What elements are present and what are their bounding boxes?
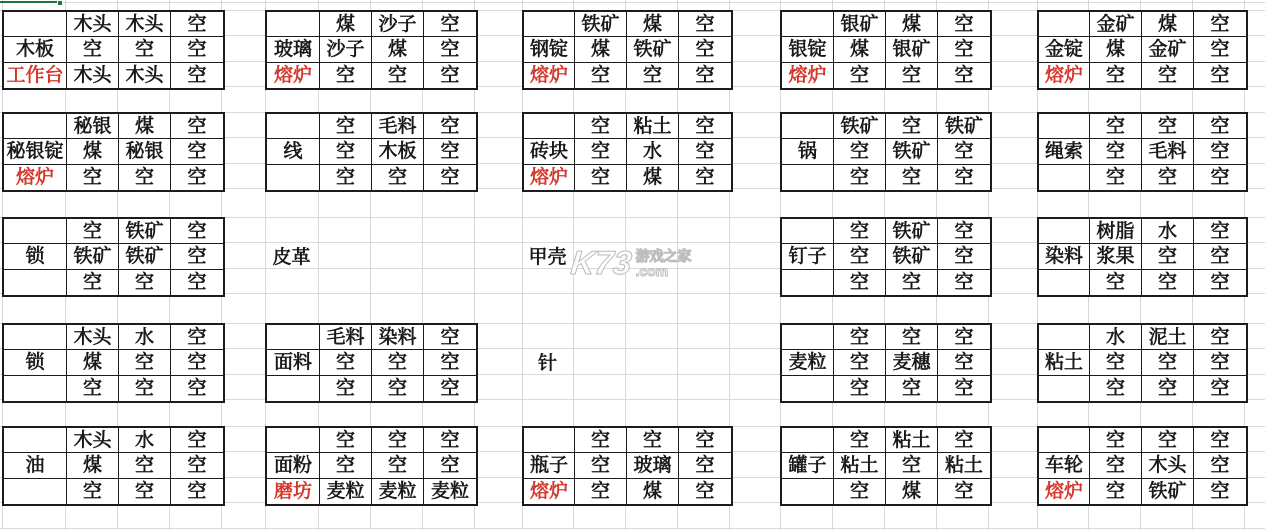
ingredient-cell[interactable]: 空 xyxy=(424,114,476,139)
empty-label-cell[interactable] xyxy=(4,12,67,37)
ingredient-cell[interactable]: 铁矿 xyxy=(886,219,938,244)
ingredient-cell[interactable]: 铁矿 xyxy=(938,114,990,139)
recipe-block xyxy=(2,112,225,192)
ingredient-cell[interactable]: 空 xyxy=(119,350,171,375)
ingredient-cell[interactable]: 空 xyxy=(679,453,731,478)
empty-label-cell[interactable] xyxy=(4,219,67,244)
ingredient-cell[interactable]: 空 xyxy=(1090,453,1142,478)
product-cell[interactable]: 绳索 xyxy=(1039,139,1090,164)
ingredient-cell[interactable]: 空 xyxy=(187,271,207,293)
empty-label-cell[interactable] xyxy=(4,325,67,350)
ingredient-cell[interactable]: 空 xyxy=(171,114,223,139)
empty-label-cell[interactable] xyxy=(267,428,320,453)
watermark-brand: K73 xyxy=(569,244,634,281)
ingredient-cell[interactable]: 树脂 xyxy=(1090,219,1142,244)
ingredient-cell[interactable]: 煤 xyxy=(575,37,627,62)
empty-label-cell[interactable] xyxy=(524,12,575,37)
ingredient-cell[interactable]: 空 xyxy=(67,37,119,62)
ingredient-cell[interactable]: 空 xyxy=(886,114,938,139)
ingredient-cell[interactable]: 铁矿 xyxy=(627,37,679,62)
ingredient-cell[interactable]: 空 xyxy=(834,165,886,190)
ingredient-cell[interactable]: 空 xyxy=(1194,219,1246,244)
ingredient-cell[interactable]: 金矿 xyxy=(1142,37,1194,62)
gridline xyxy=(0,528,1265,529)
ingredient-cell[interactable]: 空 xyxy=(424,453,476,478)
ingredient-cell[interactable]: 空 xyxy=(834,270,886,295)
ingredient-cell[interactable]: 空 xyxy=(1090,479,1142,504)
ingredient-cell[interactable]: 空 xyxy=(372,63,424,88)
ingredient-cell[interactable]: 空 xyxy=(834,428,886,453)
ingredient-cell[interactable]: 空 xyxy=(575,63,627,88)
recipe-block xyxy=(265,426,478,506)
recipe-block xyxy=(522,426,733,506)
plain-item-label[interactable]: 甲壳 xyxy=(528,246,567,268)
ingredient-cell[interactable]: 空 xyxy=(575,428,627,453)
recipe-block xyxy=(780,323,992,403)
ingredient-cell[interactable]: 空 xyxy=(440,166,460,188)
station-cell[interactable]: 工作台 xyxy=(4,63,67,88)
ingredient-cell[interactable]: 空 xyxy=(1090,428,1142,453)
empty-label-cell[interactable] xyxy=(1039,219,1090,244)
ingredient-cell[interactable]: 空 xyxy=(187,377,207,399)
ingredient-cell[interactable]: 空 xyxy=(171,453,223,478)
ingredient-cell[interactable]: 空 xyxy=(119,453,171,478)
ingredient-cell[interactable]: 空 xyxy=(119,479,171,504)
ingredient-cell[interactable]: 空 xyxy=(1210,166,1230,188)
ingredient-cell[interactable]: 空 xyxy=(119,165,171,190)
ingredient-cell[interactable]: 水 xyxy=(119,428,171,453)
product-cell[interactable]: 染料 xyxy=(1039,244,1090,269)
ingredient-cell[interactable]: 空 xyxy=(679,37,731,62)
recipe-block xyxy=(265,112,478,192)
ingredient-cell[interactable]: 麦穗 xyxy=(886,350,938,375)
ingredient-cell[interactable]: 空 xyxy=(1210,377,1230,399)
gridline xyxy=(0,2,1265,3)
ingredient-cell[interactable]: 空 xyxy=(1090,139,1142,164)
ingredient-cell[interactable]: 空 xyxy=(886,453,938,478)
ingredient-cell[interactable]: 空 xyxy=(119,37,171,62)
ingredient-cell[interactable]: 空 xyxy=(372,428,424,453)
recipe-block xyxy=(780,217,992,297)
ingredient-cell[interactable]: 空 xyxy=(954,271,974,293)
ingredient-cell[interactable]: 空 xyxy=(834,479,886,504)
product-cell[interactable]: 木板 xyxy=(4,37,67,62)
station-cell[interactable]: 熔炉 xyxy=(4,165,67,190)
ingredient-cell[interactable]: 煤 xyxy=(627,165,679,190)
ingredient-cell[interactable]: 空 xyxy=(575,479,627,504)
ingredient-cell[interactable]: 空 xyxy=(1210,480,1230,502)
ingredient-cell[interactable]: 空 xyxy=(695,480,715,502)
ingredient-cell[interactable]: 空 xyxy=(886,63,938,88)
ingredient-cell[interactable]: 空 xyxy=(834,139,886,164)
ingredient-cell[interactable]: 铁矿 xyxy=(834,114,886,139)
ingredient-cell[interactable]: 空 xyxy=(575,139,627,164)
empty-label-cell[interactable] xyxy=(782,219,834,244)
ingredient-cell[interactable]: 空 xyxy=(679,428,731,453)
ingredient-cell[interactable]: 空 xyxy=(171,219,223,244)
station-cell[interactable]: 磨坊 xyxy=(267,479,320,504)
product-cell[interactable]: 银锭 xyxy=(782,37,834,62)
ingredient-cell[interactable]: 空 xyxy=(171,428,223,453)
ingredient-cell[interactable]: 空 xyxy=(424,12,476,37)
ingredient-cell[interactable]: 水 xyxy=(627,139,679,164)
selection-fill-handle[interactable] xyxy=(57,0,63,6)
ingredient-cell[interactable]: 空 xyxy=(1142,376,1194,401)
ingredient-cell[interactable]: 空 xyxy=(938,139,990,164)
ingredient-cell[interactable]: 空 xyxy=(1194,139,1246,164)
empty-label-cell[interactable] xyxy=(1039,376,1090,401)
product-cell[interactable]: 车轮 xyxy=(1039,453,1090,478)
product-cell[interactable]: 面粉 xyxy=(267,453,320,478)
ingredient-cell[interactable]: 空 xyxy=(171,325,223,350)
product-cell[interactable]: 油 xyxy=(4,453,67,478)
ingredient-cell[interactable]: 空 xyxy=(1210,271,1230,293)
ingredient-cell[interactable]: 空 xyxy=(954,377,974,399)
product-cell[interactable]: 钉子 xyxy=(782,244,834,269)
ingredient-cell[interactable]: 煤 xyxy=(67,453,119,478)
recipe-block xyxy=(1037,323,1248,403)
ingredient-cell[interactable]: 空 xyxy=(171,350,223,375)
ingredient-cell[interactable]: 空 xyxy=(187,480,207,502)
ingredient-cell[interactable]: 空 xyxy=(67,165,119,190)
ingredient-cell[interactable]: 空 xyxy=(834,376,886,401)
ingredient-cell[interactable]: 煤 xyxy=(1142,12,1194,37)
ingredient-cell[interactable]: 空 xyxy=(954,166,974,188)
ingredient-cell[interactable]: 空 xyxy=(695,166,715,188)
recipe-block xyxy=(780,112,992,192)
plain-item-label[interactable]: 针 xyxy=(537,352,557,374)
ingredient-cell[interactable]: 铁矿 xyxy=(119,244,171,269)
ingredient-cell[interactable]: 木头 xyxy=(67,63,119,88)
ingredient-cell[interactable]: 空 xyxy=(187,64,207,86)
recipe-block xyxy=(1037,217,1248,297)
product-cell[interactable]: 砖块 xyxy=(524,139,575,164)
recipe-block xyxy=(780,426,992,506)
empty-label-cell[interactable] xyxy=(4,114,67,139)
ingredient-cell[interactable]: 空 xyxy=(1194,350,1246,375)
ingredient-cell[interactable]: 空 xyxy=(440,64,460,86)
ingredient-cell[interactable]: 金矿 xyxy=(1090,12,1142,37)
ingredient-cell[interactable]: 麦粒 xyxy=(372,479,424,504)
ingredient-cell[interactable]: 空 xyxy=(954,480,974,502)
ingredient-cell[interactable]: 空 xyxy=(1194,244,1246,269)
ingredient-cell[interactable]: 空 xyxy=(440,377,460,399)
ingredient-cell[interactable]: 空 xyxy=(938,37,990,62)
station-cell[interactable]: 熔炉 xyxy=(524,165,575,190)
ingredient-cell[interactable]: 空 xyxy=(1194,325,1246,350)
ingredient-cell[interactable]: 秘银 xyxy=(67,114,119,139)
ingredient-cell[interactable]: 空 xyxy=(1090,376,1142,401)
ingredient-cell[interactable]: 毛料 xyxy=(372,114,424,139)
ingredient-cell[interactable]: 空 xyxy=(1210,64,1230,86)
empty-label-cell[interactable] xyxy=(782,428,834,453)
product-cell[interactable]: 秘银锭 xyxy=(4,139,67,164)
ingredient-cell[interactable]: 木头 xyxy=(67,428,119,453)
ingredient-cell[interactable]: 空 xyxy=(372,376,424,401)
ingredient-cell[interactable]: 空 xyxy=(575,453,627,478)
ingredient-cell[interactable]: 铁矿 xyxy=(1142,479,1194,504)
ingredient-cell[interactable]: 空 xyxy=(424,37,476,62)
empty-label-cell[interactable] xyxy=(267,325,320,350)
ingredient-cell[interactable]: 水 xyxy=(119,325,171,350)
empty-label-cell[interactable] xyxy=(1039,165,1090,190)
ingredient-cell[interactable]: 空 xyxy=(679,114,731,139)
recipe-block xyxy=(1037,112,1248,192)
ingredient-cell[interactable]: 空 xyxy=(320,63,372,88)
ingredient-cell[interactable]: 粘土 xyxy=(834,453,886,478)
empty-label-cell[interactable] xyxy=(782,325,834,350)
ingredient-cell[interactable]: 空 xyxy=(1142,428,1194,453)
selection-border[interactable] xyxy=(0,1,60,3)
ingredient-cell[interactable]: 空 xyxy=(424,350,476,375)
ingredient-cell[interactable]: 木头 xyxy=(119,63,171,88)
ingredient-cell[interactable]: 煤 xyxy=(119,114,171,139)
station-cell[interactable]: 熔炉 xyxy=(524,63,575,88)
ingredient-cell[interactable]: 麦粒 xyxy=(320,479,372,504)
ingredient-cell[interactable]: 空 xyxy=(938,350,990,375)
product-cell[interactable]: 线 xyxy=(267,139,320,164)
product-cell[interactable]: 麦粒 xyxy=(782,350,834,375)
product-cell[interactable]: 钢锭 xyxy=(524,37,575,62)
ingredient-cell[interactable]: 木头 xyxy=(119,12,171,37)
recipe-block xyxy=(1037,10,1248,90)
ingredient-cell[interactable]: 煤 xyxy=(627,12,679,37)
ingredient-cell[interactable]: 空 xyxy=(320,165,372,190)
ingredient-cell[interactable]: 沙子 xyxy=(372,12,424,37)
empty-label-cell[interactable] xyxy=(4,270,67,295)
empty-label-cell[interactable] xyxy=(1039,270,1090,295)
ingredient-cell[interactable]: 空 xyxy=(834,219,886,244)
ingredient-cell[interactable]: 空 xyxy=(1194,428,1246,453)
recipe-block xyxy=(2,217,225,297)
empty-label-cell[interactable] xyxy=(782,270,834,295)
watermark-right-column xyxy=(636,249,692,278)
ingredient-cell[interactable]: 水 xyxy=(1090,325,1142,350)
ingredient-cell[interactable]: 沙子 xyxy=(320,37,372,62)
ingredient-cell[interactable]: 煤 xyxy=(372,37,424,62)
recipe-block xyxy=(780,10,992,90)
ingredient-cell[interactable]: 空 xyxy=(886,325,938,350)
product-cell[interactable]: 锁 xyxy=(4,350,67,375)
ingredient-cell[interactable]: 空 xyxy=(67,219,119,244)
ingredient-cell[interactable]: 空 xyxy=(1142,165,1194,190)
product-cell[interactable]: 锅 xyxy=(782,139,834,164)
recipe-block xyxy=(265,10,478,90)
ingredient-cell[interactable]: 空 xyxy=(372,350,424,375)
empty-label-cell[interactable] xyxy=(1039,428,1090,453)
ingredient-cell[interactable]: 空 xyxy=(67,479,119,504)
ingredient-cell[interactable]: 空 xyxy=(171,139,223,164)
ingredient-cell[interactable]: 空 xyxy=(938,12,990,37)
ingredient-cell[interactable]: 泥土 xyxy=(1142,325,1194,350)
empty-label-cell[interactable] xyxy=(267,12,320,37)
empty-label-cell[interactable] xyxy=(782,12,834,37)
recipe-block xyxy=(1037,426,1248,506)
ingredient-cell[interactable]: 空 xyxy=(627,63,679,88)
ingredient-cell[interactable]: 空 xyxy=(679,12,731,37)
ingredient-cell[interactable]: 空 xyxy=(67,376,119,401)
ingredient-cell[interactable]: 毛料 xyxy=(320,325,372,350)
watermark-domain: .com xyxy=(635,263,669,279)
ingredient-cell[interactable]: 空 xyxy=(171,37,223,62)
ingredient-cell[interactable]: 空 xyxy=(575,114,627,139)
watermark xyxy=(569,244,692,281)
ingredient-cell[interactable]: 空 xyxy=(1090,270,1142,295)
station-cell[interactable]: 熔炉 xyxy=(1039,63,1090,88)
ingredient-cell[interactable]: 空 xyxy=(834,350,886,375)
ingredient-cell[interactable]: 铁矿 xyxy=(575,12,627,37)
ingredient-cell[interactable]: 空 xyxy=(886,270,938,295)
empty-label-cell[interactable] xyxy=(782,165,834,190)
ingredient-cell[interactable]: 煤 xyxy=(67,350,119,375)
ingredient-cell[interactable]: 空 xyxy=(1142,63,1194,88)
ingredient-cell[interactable]: 粘土 xyxy=(886,428,938,453)
recipe-block xyxy=(2,426,225,506)
recipe-block xyxy=(2,10,225,90)
ingredient-cell[interactable]: 空 xyxy=(834,325,886,350)
watermark-site-name: 游戏之家 xyxy=(635,248,692,264)
empty-label-cell[interactable] xyxy=(267,376,320,401)
product-cell[interactable]: 锁 xyxy=(4,244,67,269)
ingredient-cell[interactable]: 空 xyxy=(1090,350,1142,375)
ingredient-cell[interactable]: 空 xyxy=(938,428,990,453)
ingredient-cell[interactable]: 空 xyxy=(627,428,679,453)
empty-label-cell[interactable] xyxy=(1039,12,1090,37)
ingredient-cell[interactable]: 铁矿 xyxy=(119,219,171,244)
empty-label-cell[interactable] xyxy=(267,114,320,139)
ingredient-cell[interactable]: 空 xyxy=(695,64,715,86)
ingredient-cell[interactable]: 空 xyxy=(1142,270,1194,295)
ingredient-cell[interactable]: 木头 xyxy=(67,325,119,350)
ingredient-cell[interactable]: 空 xyxy=(1142,244,1194,269)
ingredient-cell[interactable]: 银矿 xyxy=(886,37,938,62)
ingredient-cell[interactable]: 空 xyxy=(171,12,223,37)
product-cell[interactable]: 粘土 xyxy=(1039,350,1090,375)
ingredient-cell[interactable]: 染料 xyxy=(372,325,424,350)
ingredient-cell[interactable]: 空 xyxy=(1194,37,1246,62)
product-cell[interactable]: 面料 xyxy=(267,350,320,375)
ingredient-cell[interactable]: 空 xyxy=(320,376,372,401)
ingredient-cell[interactable]: 麦粒 xyxy=(430,480,469,502)
recipe-block xyxy=(522,112,733,192)
ingredient-cell[interactable]: 空 xyxy=(320,139,372,164)
ingredient-cell[interactable]: 铁矿 xyxy=(886,139,938,164)
ingredient-cell[interactable]: 银矿 xyxy=(834,12,886,37)
ingredient-cell[interactable]: 空 xyxy=(320,114,372,139)
ingredient-cell[interactable]: 空 xyxy=(1194,114,1246,139)
empty-label-cell[interactable] xyxy=(524,428,575,453)
empty-label-cell[interactable] xyxy=(782,376,834,401)
ingredient-cell[interactable]: 煤 xyxy=(627,479,679,504)
product-cell[interactable]: 瓶子 xyxy=(524,453,575,478)
ingredient-cell[interactable]: 粘土 xyxy=(938,453,990,478)
ingredient-cell[interactable]: 空 xyxy=(171,244,223,269)
ingredient-cell[interactable]: 空 xyxy=(954,64,974,86)
ingredient-cell[interactable]: 空 xyxy=(119,376,171,401)
ingredient-cell[interactable]: 煤 xyxy=(1090,37,1142,62)
empty-label-cell[interactable] xyxy=(524,114,575,139)
ingredient-cell[interactable]: 空 xyxy=(424,325,476,350)
ingredient-cell[interactable]: 铁矿 xyxy=(886,244,938,269)
product-cell[interactable]: 金锭 xyxy=(1039,37,1090,62)
station-cell[interactable]: 熔炉 xyxy=(782,63,834,88)
ingredient-cell[interactable]: 空 xyxy=(67,270,119,295)
empty-label-cell[interactable] xyxy=(782,479,834,504)
ingredient-cell[interactable]: 空 xyxy=(679,139,731,164)
ingredient-cell[interactable]: 煤 xyxy=(886,479,938,504)
ingredient-cell[interactable]: 煤 xyxy=(834,37,886,62)
ingredient-cell[interactable]: 空 xyxy=(1090,165,1142,190)
recipe-block xyxy=(265,323,478,403)
recipe-block xyxy=(2,323,225,403)
ingredient-cell[interactable]: 铁矿 xyxy=(67,244,119,269)
ingredient-cell[interactable]: 空 xyxy=(320,453,372,478)
ingredient-cell[interactable]: 煤 xyxy=(67,139,119,164)
ingredient-cell[interactable]: 秘银 xyxy=(119,139,171,164)
ingredient-cell[interactable]: 空 xyxy=(424,428,476,453)
empty-label-cell[interactable] xyxy=(782,114,834,139)
ingredient-cell[interactable]: 毛料 xyxy=(1142,139,1194,164)
empty-label-cell[interactable] xyxy=(4,479,67,504)
ingredient-cell[interactable]: 木板 xyxy=(372,139,424,164)
product-cell[interactable]: 罐子 xyxy=(782,453,834,478)
plain-item-label[interactable]: 皮革 xyxy=(272,246,311,268)
ingredient-cell[interactable]: 空 xyxy=(372,453,424,478)
ingredient-cell[interactable]: 空 xyxy=(1142,350,1194,375)
ingredient-cell[interactable]: 空 xyxy=(575,165,627,190)
ingredient-cell[interactable]: 空 xyxy=(938,244,990,269)
ingredient-cell[interactable]: 空 xyxy=(1142,114,1194,139)
ingredient-cell[interactable]: 空 xyxy=(372,165,424,190)
ingredient-cell[interactable]: 空 xyxy=(424,139,476,164)
product-cell[interactable]: 玻璃 xyxy=(267,37,320,62)
empty-label-cell[interactable] xyxy=(1039,114,1090,139)
recipe-block xyxy=(522,10,733,90)
ingredient-cell[interactable]: 空 xyxy=(1194,453,1246,478)
empty-label-cell[interactable] xyxy=(267,165,320,190)
ingredient-cell[interactable]: 空 xyxy=(834,63,886,88)
ingredient-cell[interactable]: 空 xyxy=(320,428,372,453)
station-cell[interactable]: 熔炉 xyxy=(1039,479,1090,504)
ingredient-cell[interactable]: 空 xyxy=(187,166,207,188)
ingredient-cell[interactable]: 煤 xyxy=(320,12,372,37)
ingredient-cell[interactable]: 空 xyxy=(938,325,990,350)
ingredient-cell[interactable]: 木头 xyxy=(67,12,119,37)
station-cell[interactable]: 熔炉 xyxy=(524,479,575,504)
ingredient-cell[interactable]: 木头 xyxy=(1142,453,1194,478)
station-cell[interactable]: 熔炉 xyxy=(267,63,320,88)
empty-label-cell[interactable] xyxy=(4,428,67,453)
ingredient-cell[interactable]: 空 xyxy=(320,350,372,375)
ingredient-cell[interactable]: 空 xyxy=(834,244,886,269)
empty-label-cell[interactable] xyxy=(4,376,67,401)
ingredient-cell[interactable]: 玻璃 xyxy=(627,453,679,478)
empty-label-cell[interactable] xyxy=(1039,325,1090,350)
ingredient-cell[interactable]: 空 xyxy=(938,219,990,244)
ingredient-cell[interactable]: 空 xyxy=(1090,63,1142,88)
ingredient-cell[interactable]: 空 xyxy=(1194,12,1246,37)
ingredient-cell[interactable]: 空 xyxy=(886,376,938,401)
ingredient-cell[interactable]: 空 xyxy=(119,270,171,295)
ingredient-cell[interactable]: 水 xyxy=(1142,219,1194,244)
ingredient-cell[interactable]: 煤 xyxy=(886,12,938,37)
ingredient-cell[interactable]: 浆果 xyxy=(1090,244,1142,269)
ingredient-cell[interactable]: 空 xyxy=(1090,114,1142,139)
ingredient-cell[interactable]: 空 xyxy=(886,165,938,190)
ingredient-cell[interactable]: 粘土 xyxy=(627,114,679,139)
